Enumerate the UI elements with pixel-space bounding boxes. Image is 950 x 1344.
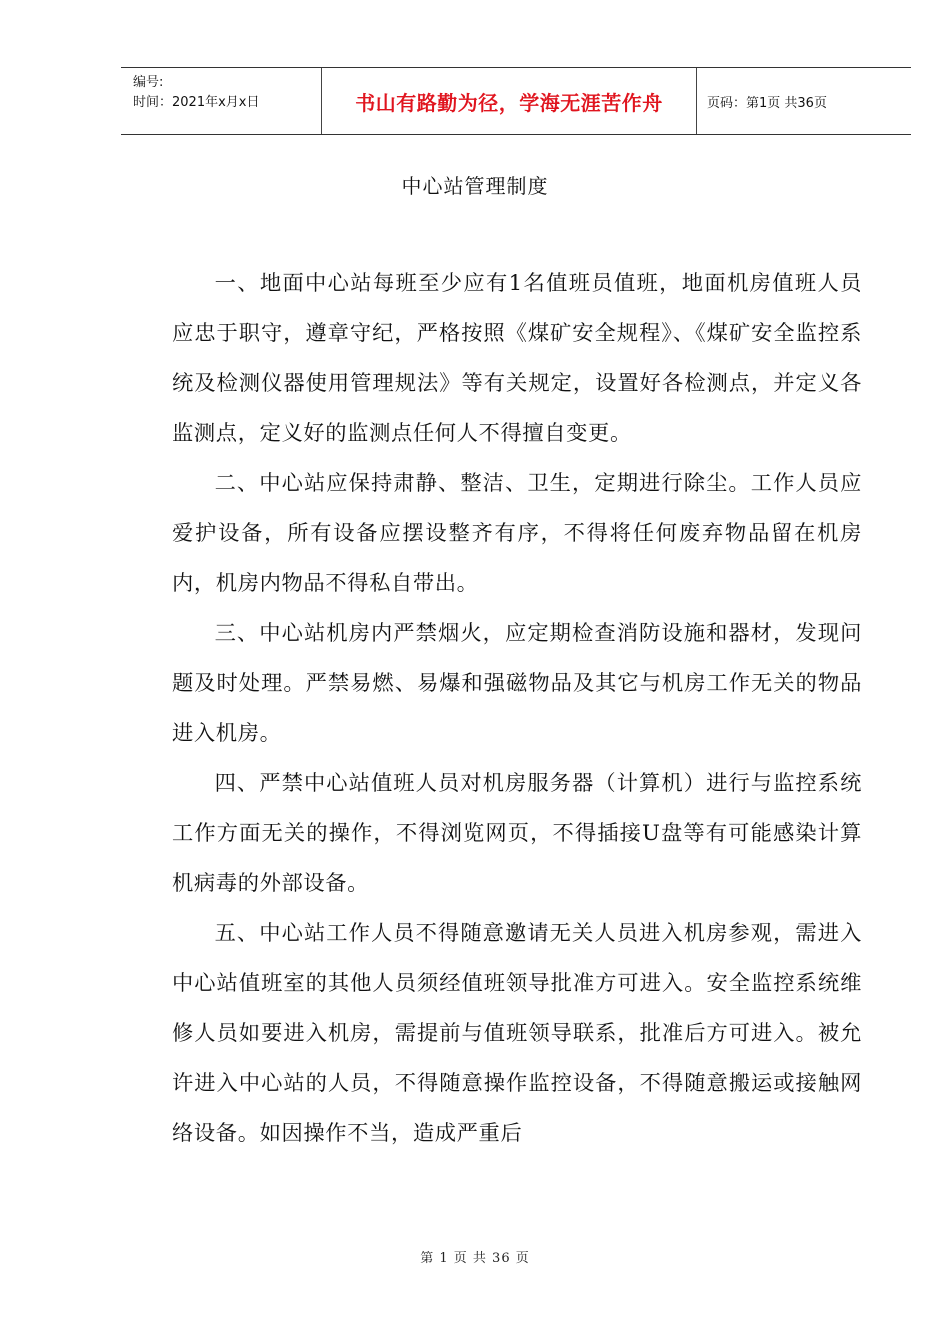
paragraph-4: 四、严禁中心站值班人员对机房服务器（计算机）进行与监控系统工作方面无关的操作，不得浏览网页，不得插接U盘等有可能感染计算机病毒的外部设备。 bbox=[172, 771, 862, 896]
header-table bbox=[121, 67, 911, 135]
page-footer: 第 1 页 共 36 页 bbox=[420, 1251, 530, 1266]
document-body bbox=[172, 259, 862, 1159]
header-page-info: 页码：第1页 共36页 bbox=[707, 95, 827, 111]
header-meta bbox=[121, 68, 321, 134]
paragraph-5: 五、中心站工作人员不得随意邀请无关人员进入机房参观，需进入中心站值班室的其他人员须经值班领导批准方可进入。安全监控系统维修人员如要进入机房，需提前与值班领导联系，批准后方可进入。被允许进入中心站的人员，不得随意操作监控设备，不得随意搬运或接触网络设备。如因操作不当，造成严重后 bbox=[172, 921, 862, 1146]
paragraph-2: 二、中心站应保持肃静、整洁、卫生，定期进行除尘。工作人员应爱护设备，所有设备应摆设整齐有序，不得将任何废弃物品留在机房内，机房内物品不得私自带出。 bbox=[172, 471, 862, 596]
header-motto: 书山有路勤为径，学海无涯苦作舟 bbox=[355, 90, 663, 115]
paragraph-1: 一、地面中心站每班至少应有1名值班员值班，地面机房值班人员应忠于职守，遵章守纪，严格按照《煤矿安全规程》、《煤矿安全监控系统及检测仪器使用管理规法》等有关规定，设置好各检测点，并定义各监测点，定义好的监测点任何人不得擅自变更。 bbox=[172, 271, 862, 446]
document-time: 时间：2021年x月x日 bbox=[133, 95, 260, 110]
paragraph-3: 三、中心站机房内严禁烟火，应定期检查消防设施和器材，发现问题及时处理。严禁易燃、易爆和强磁物品及其它与机房工作无关的物品进入机房。 bbox=[172, 621, 862, 746]
document-number-label: 编号: bbox=[133, 75, 164, 90]
document-title: 中心站管理制度 bbox=[401, 174, 549, 198]
